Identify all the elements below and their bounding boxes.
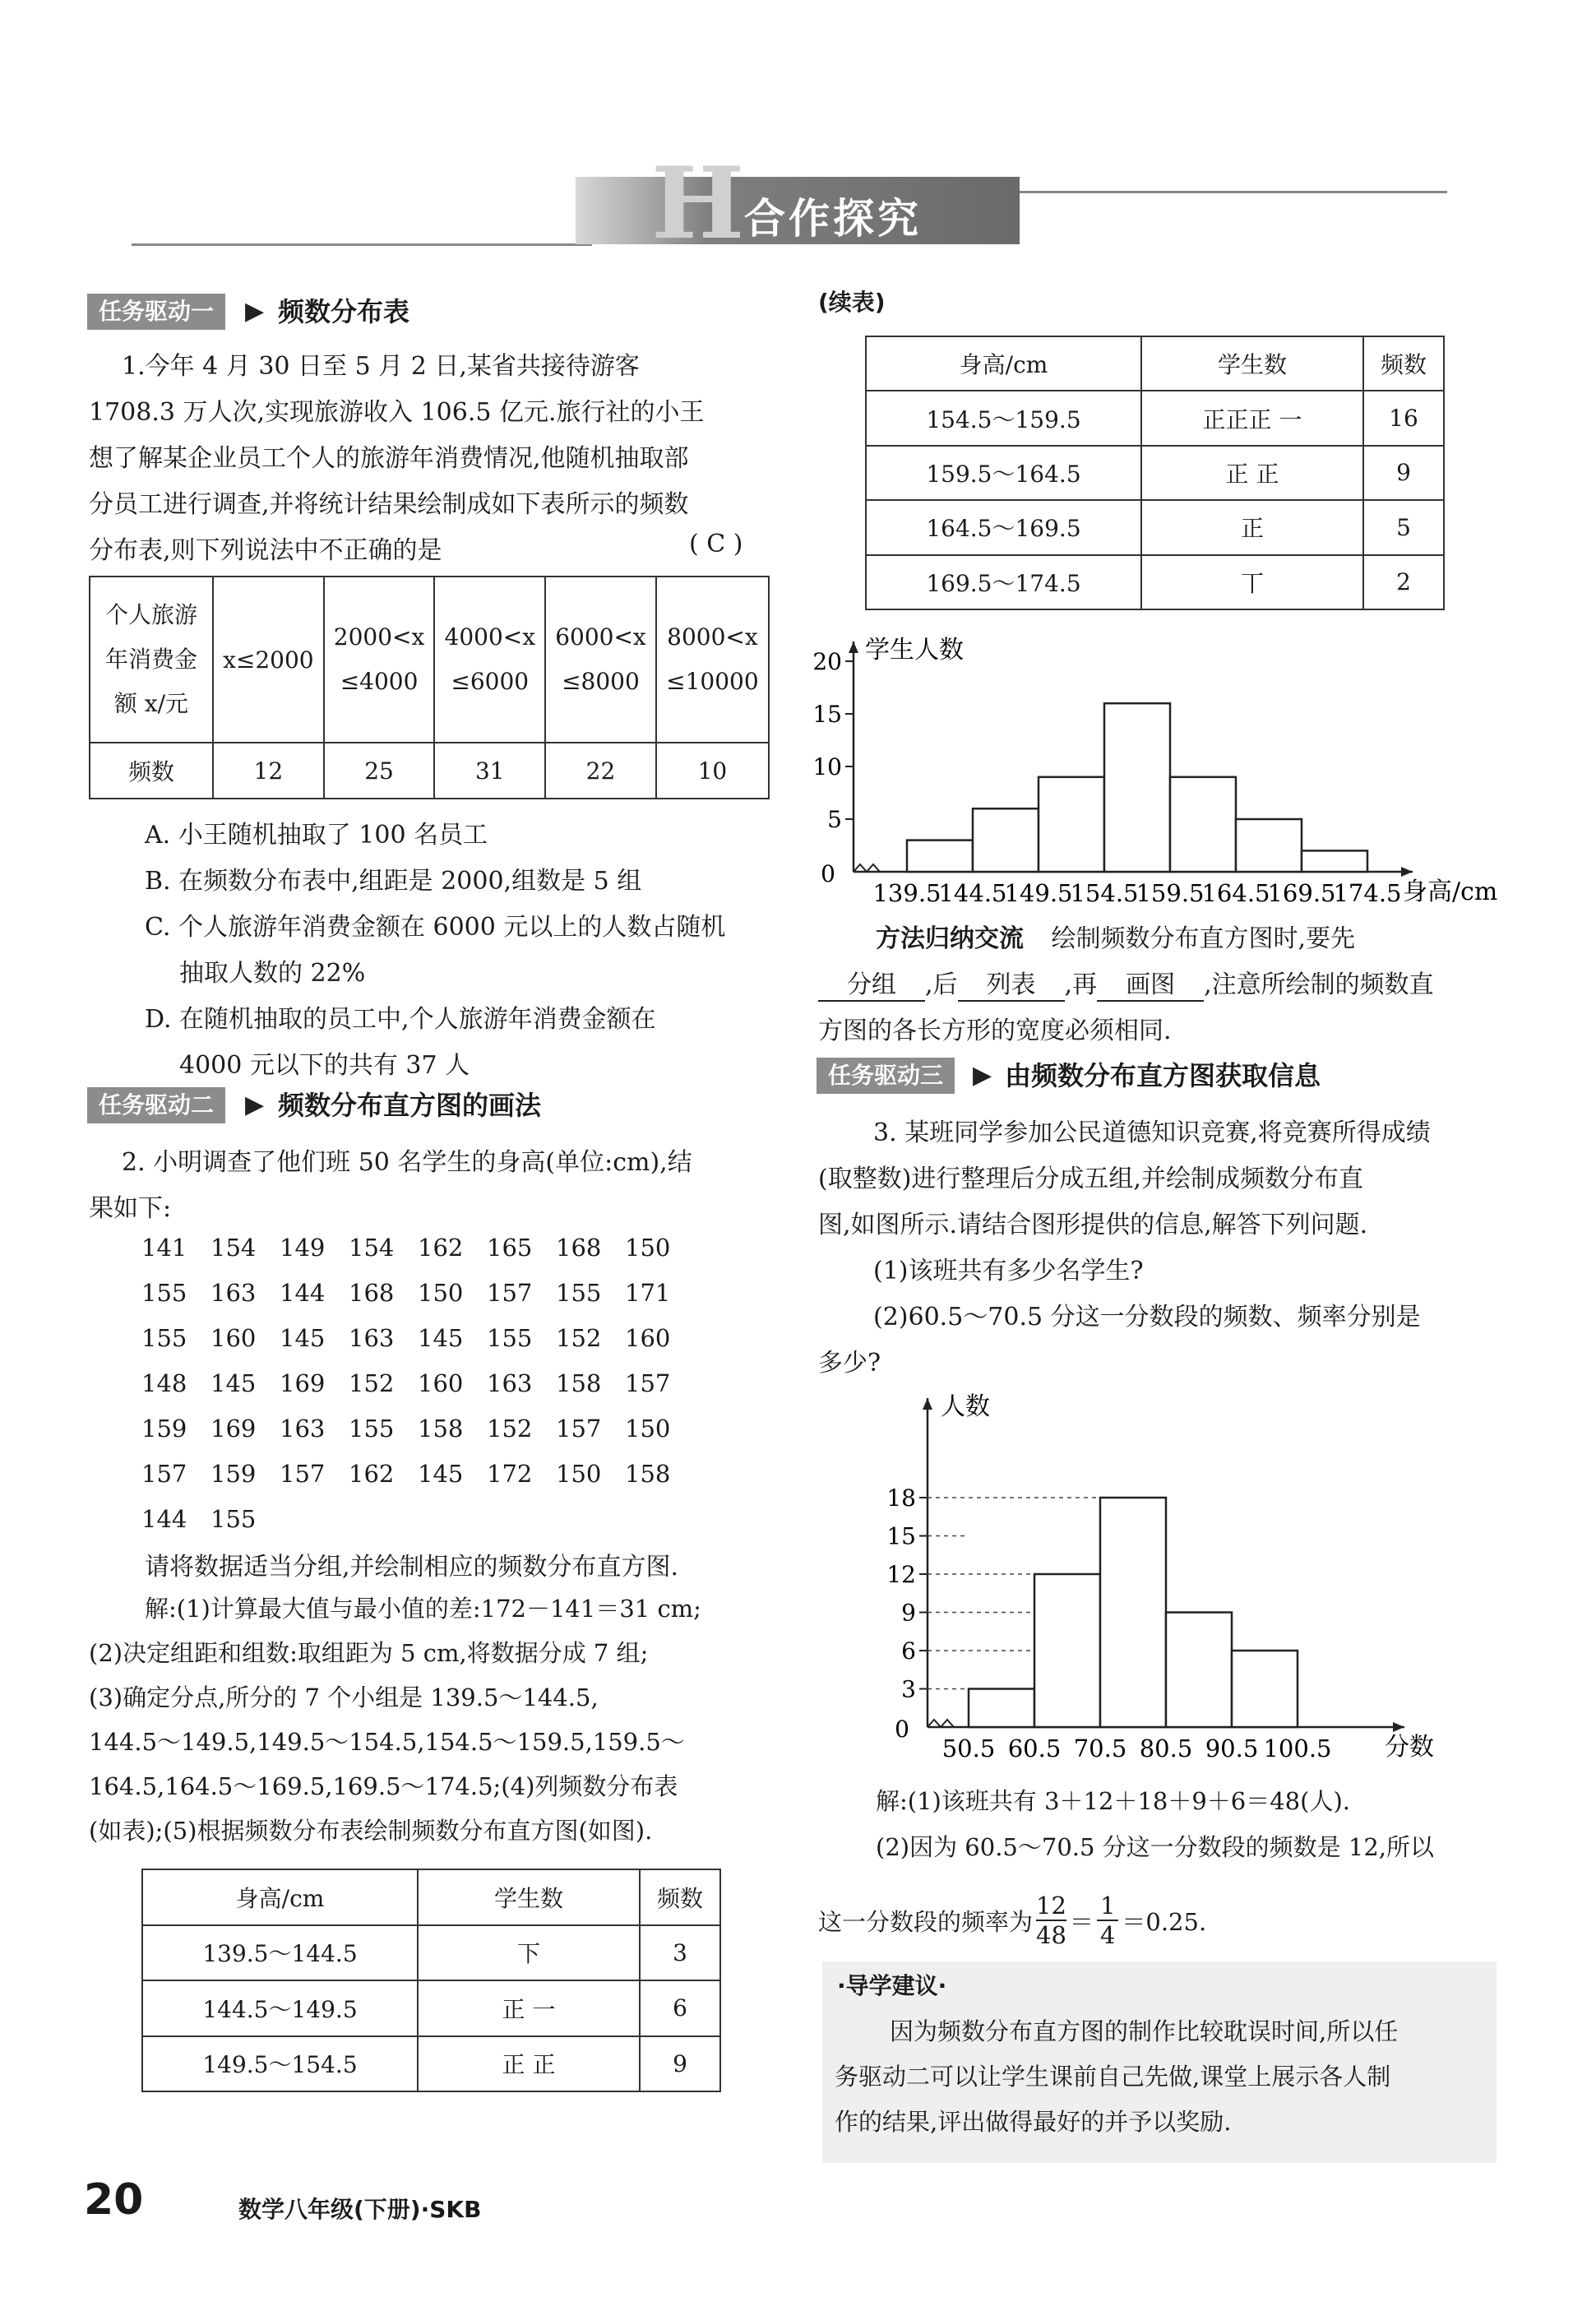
axis-break-zigzag [928, 1720, 954, 1727]
table-header-cell: 身高/cm [866, 336, 1141, 391]
data-row: 144 155 [141, 1505, 257, 1533]
task2-solution-line: (2)决定组距和组数:取组距为 5 cm,将数据分成 7 组; [89, 1639, 649, 1667]
histogram-bar [1236, 819, 1302, 872]
task1-line: 想了解某企业员工个人的旅游年消费情况,他随机抽取部 [89, 444, 689, 473]
y-axis-label: 人数 [941, 1392, 990, 1421]
task3-line: 图,如图所示.请结合图形提供的信息,解答下列问题. [818, 1211, 1368, 1239]
y-tick-label: 10 [812, 753, 842, 780]
x-axis-arrow [1393, 1722, 1404, 1732]
table-cell: 22 [545, 743, 656, 799]
option-c-cont: 抽取人数的 22% [179, 959, 366, 988]
page-number: 20 [84, 2175, 144, 2225]
x-tick-label: 169.5 [1267, 879, 1336, 907]
table-cell: 144.5～149.5 [142, 1980, 418, 2036]
table-row-label: 频数 [90, 743, 213, 799]
option-d-cont: 4000 元以下的共有 37 人 [179, 1051, 470, 1080]
y-tick-label: 9 [901, 1599, 916, 1627]
task3-line: 3. 某班同学参加公民道德知识竞赛,将竞赛所得成绩 [873, 1118, 1431, 1147]
fraction-denominator: 4 [1097, 1920, 1118, 1949]
y-tick-label: 6 [901, 1637, 916, 1665]
x-tick-label: 174.5 [1333, 879, 1402, 907]
fraction-numerator: 12 [1036, 1892, 1066, 1920]
method-sep: ,再 [1064, 970, 1098, 999]
task3-line: 多少? [818, 1349, 881, 1378]
table-cell: 9 [640, 2036, 720, 2092]
guide-title: ·导学建议· [837, 1972, 947, 1999]
x-axis-arrow [1401, 867, 1413, 877]
x-tick-label: 139.5 [872, 879, 941, 907]
section-letter: H [651, 146, 745, 262]
y-tick-label: 12 [886, 1561, 916, 1588]
equals-sign: ＝ [1069, 1907, 1094, 1936]
method-text: 方图的各长方形的宽度必须相同. [818, 1017, 1172, 1045]
histogram-bar [1104, 703, 1170, 872]
option-d: D. 在随机抽取的员工中,个人旅游年消费金额在 [145, 1005, 656, 1034]
fraction-denominator: 48 [1036, 1921, 1066, 1949]
table-cell: 丅 [1141, 555, 1363, 609]
histogram-bar [1302, 850, 1367, 872]
table-header-cell: 学生数 [1141, 336, 1363, 391]
table-cell: 正 一 [418, 1980, 640, 2036]
table-cell: 下 [418, 1925, 640, 1981]
task3-solution: (2)因为 60.5～70.5 分这一分数段的频数是 12,所以 [876, 1833, 1434, 1861]
task1-answer: ( C ) [689, 530, 743, 558]
task3-title: 由频数分布直方图获取信息 [1005, 1060, 1321, 1091]
task2-title: 频数分布直方图的画法 [278, 1090, 542, 1121]
method-text: ,注意所绘制的频数直 [1204, 970, 1434, 999]
x-tick-label: 149.5 [1004, 879, 1073, 907]
task2-arrow-icon: ▶ [245, 1091, 265, 1119]
blank-answer: 分组 [818, 964, 925, 1002]
method-text: 绘制频数分布直方图时,要先 [1051, 924, 1356, 953]
y-axis-label: 学生人数 [865, 636, 964, 665]
histogram-bar [1166, 1613, 1232, 1728]
task3-arrow-icon: ▶ [973, 1061, 992, 1090]
table-cell: 正 正 [418, 2036, 640, 2092]
table-cell: 正 正 [1141, 446, 1363, 500]
task2-solution-line: (如表);(5)根据频数分布表绘制频数分布直方图(如图). [89, 1817, 653, 1845]
data-row: 155 163 144 168 150 157 155 171 [141, 1279, 671, 1307]
histogram-bar [1170, 777, 1236, 872]
table-cell: 3 [640, 1925, 720, 1981]
table-header-cell: 个人旅游 年消费金 额 x/元 [90, 577, 213, 743]
table-cell: 10 [656, 743, 769, 799]
guide-line: 务驱动二可以让学生课前自己先做,课堂上展示各人制 [835, 2063, 1391, 2091]
table-cell: 12 [213, 743, 324, 799]
score-histogram [822, 1382, 1464, 1768]
y-tick-label: 3 [901, 1675, 916, 1703]
header-rule-right [1011, 191, 1447, 193]
table-cell: 9 [1363, 446, 1444, 500]
table-cell: 154.5～159.5 [866, 391, 1141, 445]
task1-tag: 任务驱动一 [87, 294, 225, 330]
histogram-bar [1232, 1651, 1298, 1727]
table-header-cell: 4000<x ≤6000 [434, 577, 545, 743]
height-histogram [812, 625, 1513, 907]
solution-text: 这一分数段的频率为 [818, 1907, 1034, 1936]
method-summary [876, 918, 1355, 954]
x-tick-label: 60.5 [1007, 1734, 1062, 1762]
solution-text: ＝0.25. [1122, 1907, 1207, 1936]
histogram-bar [1100, 1498, 1166, 1727]
task1-line: 分员工进行调查,并将统计结果绘制成如下表所示的频数 [89, 490, 689, 519]
y-tick-label: 5 [827, 806, 842, 833]
option-b: B. 在频数分布表中,组距是 2000,组数是 5 组 [145, 867, 642, 896]
task3-line: (2)60.5～70.5 分这一分数段的频数、频率分别是 [873, 1303, 1421, 1331]
table-header-cell: x≤2000 [213, 577, 324, 743]
histogram-bar [907, 841, 973, 872]
histogram-bar [1039, 777, 1104, 872]
x-tick-label: 159.5 [1136, 879, 1205, 907]
table-header-cell: 身高/cm [142, 1869, 418, 1925]
y-tick-label: 15 [812, 701, 842, 728]
task2-line: 2. 小明调查了他们班 50 名学生的身高(单位:cm),结 [122, 1148, 692, 1177]
table-cell: 6 [640, 1980, 720, 2036]
fraction-numerator: 1 [1099, 1892, 1116, 1920]
height-frequency-table-continued [865, 336, 1445, 610]
method-sep: ,后 [925, 970, 958, 999]
task3-solution-fraction [818, 1892, 1206, 1949]
table-cell: 149.5～154.5 [142, 2036, 418, 2092]
fraction [1097, 1892, 1118, 1949]
table-cell: 31 [434, 743, 545, 799]
origin-label: 0 [895, 1716, 909, 1743]
data-row: 155 160 145 163 145 155 152 160 [141, 1324, 671, 1352]
task3-tag: 任务驱动三 [817, 1058, 955, 1094]
task3-solution: 解:(1)该班共有 3＋12＋18＋9＋6＝48(人). [876, 1787, 1350, 1815]
task2-line: 果如下: [89, 1194, 172, 1223]
table-cell: 169.5～174.5 [866, 555, 1141, 609]
data-row: 148 145 169 152 160 163 158 157 [141, 1369, 671, 1397]
x-tick-label: 90.5 [1205, 1734, 1259, 1762]
x-axis-label: 分数 [1385, 1733, 1434, 1762]
table-header-cell: 频数 [640, 1869, 720, 1925]
origin-label: 0 [821, 860, 835, 887]
spending-frequency-table [89, 576, 770, 799]
table-cell: 16 [1363, 391, 1444, 445]
height-frequency-table [141, 1869, 721, 2092]
y-tick-label: 18 [886, 1484, 916, 1512]
table-header-cell: 2000<x ≤4000 [324, 577, 435, 743]
task1-title: 频数分布表 [278, 296, 410, 327]
table-cell: 159.5～164.5 [866, 446, 1141, 500]
header-rule-left [132, 243, 592, 246]
axis-break-zigzag [854, 864, 880, 872]
task2-solution-line: 144.5～149.5,149.5～154.5,154.5～159.5,159.5～ [89, 1728, 685, 1756]
x-tick-label: 164.5 [1201, 879, 1270, 907]
method-blanks [818, 964, 1434, 1002]
section-title: 合作探究 [744, 195, 922, 243]
table-cell: 164.5～169.5 [866, 500, 1141, 554]
table-cell: 正正正 一 [1141, 391, 1363, 445]
task1-line: 1708.3 万人次,实现旅游收入 106.5 亿元.旅行社的小王 [89, 398, 705, 427]
data-row: 141 154 149 154 162 165 168 150 [141, 1234, 671, 1262]
task2-solution-line: 解:(1)计算最大值与最小值的差:172－141＝31 cm; [145, 1595, 701, 1623]
data-row: 157 159 157 162 145 172 150 158 [141, 1460, 671, 1488]
table-cell: 正 [1141, 500, 1363, 554]
y-tick-label: 20 [812, 648, 842, 675]
histogram-bar [969, 1689, 1034, 1728]
task1-line: 分布表,则下列说法中不正确的是 [89, 536, 442, 565]
table-cell: 25 [324, 743, 435, 799]
book-title: 数学八年级(下册)·SKB [238, 2196, 482, 2223]
x-tick-label: 144.5 [938, 879, 1007, 907]
guide-line: 因为频数分布直方图的制作比较耽误时间,所以任 [890, 2017, 1399, 2045]
task3-line: (1)该班共有多少名学生? [873, 1257, 1144, 1285]
x-tick-label: 100.5 [1263, 1734, 1332, 1762]
y-tick-label: 15 [886, 1522, 916, 1550]
histogram-bar [1034, 1574, 1100, 1727]
x-tick-label: 50.5 [941, 1734, 996, 1762]
task2-instruction: 请将数据适当分组,并绘制相应的频数分布直方图. [145, 1553, 679, 1582]
y-axis-arrow [849, 641, 858, 653]
guide-line: 作的结果,评出做得最好的并予以奖励. [835, 2108, 1232, 2136]
x-tick-label: 70.5 [1073, 1734, 1127, 1762]
table-header-cell: 频数 [1363, 336, 1444, 391]
task1-arrow-icon: ▶ [245, 297, 265, 326]
blank-answer: 列表 [958, 964, 1065, 1002]
option-c: C. 个人旅游年消费金额在 6000 元以上的人数占随机 [145, 913, 726, 942]
blank-answer: 画图 [1097, 964, 1204, 1002]
histogram-bar [973, 808, 1039, 872]
task2-solution-line: (3)确定分点,所分的 7 个小组是 139.5～144.5, [89, 1683, 599, 1711]
task2-tag: 任务驱动二 [87, 1087, 225, 1123]
task3-line: (取整数)进行整理后分成五组,并绘制成频数分布直 [818, 1165, 1363, 1193]
option-a: A. 小王随机抽取了 100 名员工 [145, 821, 488, 850]
task2-solution-line: 164.5,164.5～169.5,169.5～174.5;(4)列频数分布表 [89, 1772, 678, 1800]
table-cell: 5 [1363, 500, 1444, 554]
fraction [1036, 1892, 1066, 1949]
height-data-grid [141, 1225, 694, 1542]
data-row: 159 169 163 155 158 152 157 150 [141, 1415, 671, 1443]
x-tick-label: 154.5 [1070, 879, 1139, 907]
table-cell: 139.5～144.5 [142, 1925, 418, 1981]
x-axis-label: 身高/cm [1403, 878, 1498, 906]
table-header-cell: 6000<x ≤8000 [545, 577, 656, 743]
table-header-cell: 8000<x ≤10000 [656, 577, 769, 743]
y-axis-arrow [923, 1398, 932, 1410]
table-cell: 2 [1363, 555, 1444, 609]
method-label: 方法归纳交流 [876, 924, 1024, 953]
x-tick-label: 80.5 [1139, 1734, 1193, 1762]
table-header-cell: 学生数 [418, 1869, 640, 1925]
task1-line: 1.今年 4 月 30 日至 5 月 2 日,某省共接待游客 [122, 352, 640, 381]
continued-label: (续表) [818, 289, 886, 316]
